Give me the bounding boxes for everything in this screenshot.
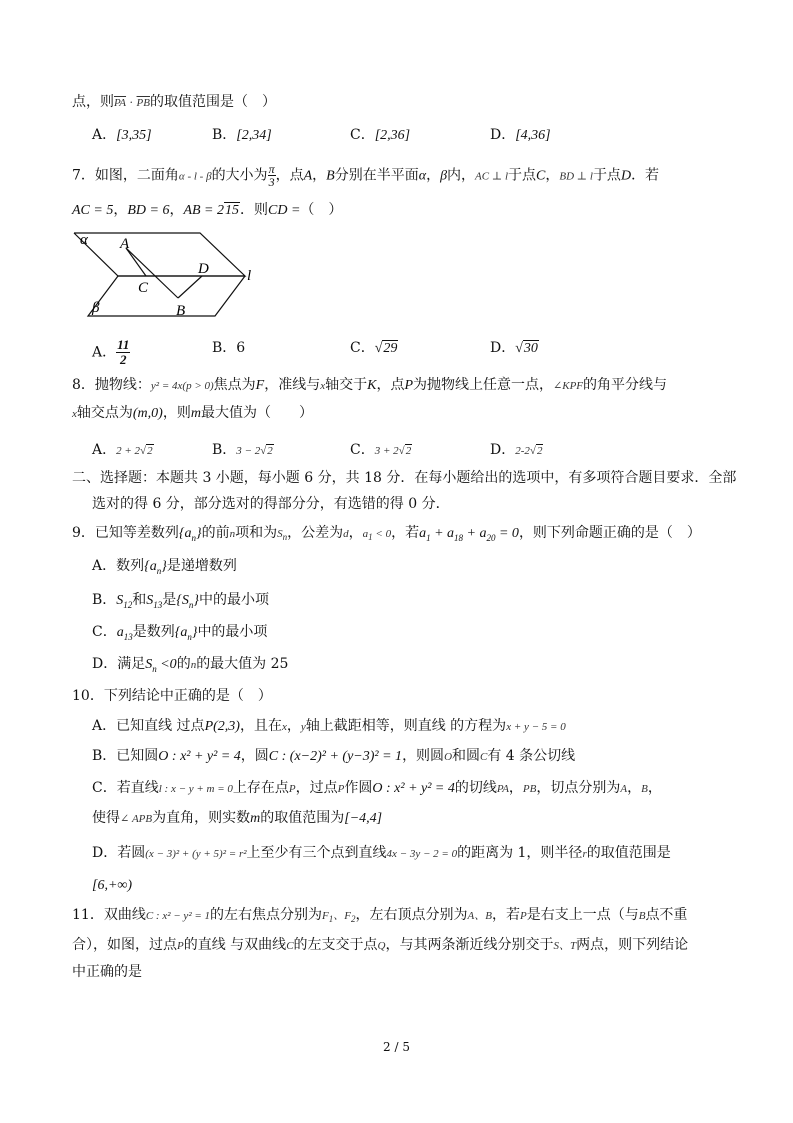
q9-option-a[interactable]: A．数列$\{a_n\}$是递增数列 (92, 558, 237, 576)
q6-stem: 点，则$\overline{PA} \cdot \overline{PB}$的取值范围是（ ） (72, 94, 276, 110)
page-number: 2 / 5 (383, 1040, 410, 1054)
q7-option-d[interactable]: D．√30 (490, 340, 538, 356)
q7-figure-label-b: B (176, 303, 186, 319)
q9-option-d[interactable]: D．满足$S_n <0$的n的最大值为 25 (92, 656, 289, 674)
vector-pa-dot-pb: $\overline{PA}$ (114, 97, 127, 109)
q11-stem: 11．双曲线C : x² − y² = 1的左右焦点分别为$F_1$、$F_2$，左右顶点分别为A、B，若P是右支上一点（与B点不重 (72, 907, 688, 925)
q7-figure-label-c: C (138, 280, 149, 296)
section-2-heading-line2: 选对的得 6 分，部分选对的得部分分，有选错的得 0 分． (92, 496, 450, 512)
section-2-heading: 二、选择题：本题共 3 小题，每小题 6 分，共 18 分．在每小题给出的选项中，有多项符合题目要求．全部 (72, 470, 737, 486)
q8-option-b[interactable]: B．3 − 2√2 (212, 442, 273, 458)
q10-option-c[interactable]: C．若直线l : x − y + m = 0上存在点P，过点P作圆O : x² + y² = 4的切线PA，PB，切点分别为A，B， (92, 780, 662, 796)
q11-stem-line2: 合），如图，过点P的直线 与双曲线C的左支交于点Q，与其两条渐近线分别交于S、T两点，则下列结论 (72, 937, 689, 953)
q8-option-d[interactable]: D．2-2√2 (490, 442, 543, 458)
q10-stem: 10．下列结论中正确的是（ ） (72, 688, 272, 704)
q9-stem: 9．已知等差数列$\{a_n\}$的前n项和为$S_n$，公差为d，$a_1 < 0$，若$a_1 + a_{18} + a_{20} = 0$，则下列命题正确的是（ ） (72, 525, 701, 543)
q6-option-d[interactable]: D．[4,36] (490, 127, 551, 143)
q10-option-d[interactable]: D．若圆(x − 3)² + (y + 5)² = r²上至少有三个点到直线4x − 3y − 2 = 0的距离为 1，则半径r的取值范围是 (92, 845, 671, 861)
q10-option-b[interactable]: B．已知圆O : x² + y² = 4，圆C : (x−2)² + (y−3)² = 1，则圆O和圆C有 4 条公切线 (92, 748, 576, 764)
q6-option-b[interactable]: B．[2,34] (212, 127, 272, 143)
q10-option-c-line2: 使得∠ APB为直角，则实数m的取值范围为[−4,4] (92, 810, 383, 826)
q7-figure-label-l: l (247, 268, 252, 284)
q7-option-a-value: $\frac{11}{2}$ (117, 337, 130, 367)
q8-option-a[interactable]: A．2 + 2√2 (92, 442, 153, 458)
q7-option-c[interactable]: C．√29 (350, 340, 398, 356)
q10-option-d-line2: [6,+∞) (92, 878, 133, 893)
q7-stem: 7．如图，二面角α - l - β的大小为 $\frac{\pi}{3}$ ，点A，B分别在半平面α，β内，AC ⊥ l于点C，BD ⊥ l于点D．若 (72, 162, 660, 189)
q10-option-a[interactable]: A．已知直线 过点P(2,3)，且在x，y轴上截距相等，则直线 的方程为x + y − 5 = 0 (92, 718, 566, 734)
q7-figure-label-beta: β (92, 300, 100, 316)
q7-figure-label-alpha: α (80, 232, 88, 248)
q8-stem: 8．抛物线：y² = 4x(p > 0)焦点为F，准线与x轴交于K，点P为抛物线上任意一点，∠KPF的角平分线与 (72, 377, 668, 393)
q6-option-c[interactable]: C．[2,36] (350, 127, 411, 143)
q8-option-c[interactable]: C．3 + 2√2 (350, 442, 412, 458)
q11-stem-line3: 中正确的是 (72, 964, 142, 980)
q7-option-b[interactable]: B．6 (212, 340, 246, 356)
q9-option-b[interactable]: B．$S_{12}$和$S_{13}$是$\{S_n\}$中的最小项 (92, 592, 270, 610)
q7-figure-label-d: D (198, 261, 209, 277)
q7-figure-label-a: A (120, 236, 130, 252)
q7-option-a[interactable]: A． $\frac{11}{2}$ (92, 337, 130, 367)
q9-option-c[interactable]: C．$a_{13}$是数列$\{a_n\}$中的最小项 (92, 624, 268, 642)
q7-dihedral-figure (70, 228, 260, 323)
q6-option-a[interactable]: A．[3,35] (92, 127, 152, 143)
q7-stem-line2: AC = 5，BD = 6，AB = 215．则CD =（ ） (72, 202, 343, 218)
q8-stem-line2: x轴交点为(m,0)，则m最大值为（ ） (72, 405, 313, 421)
